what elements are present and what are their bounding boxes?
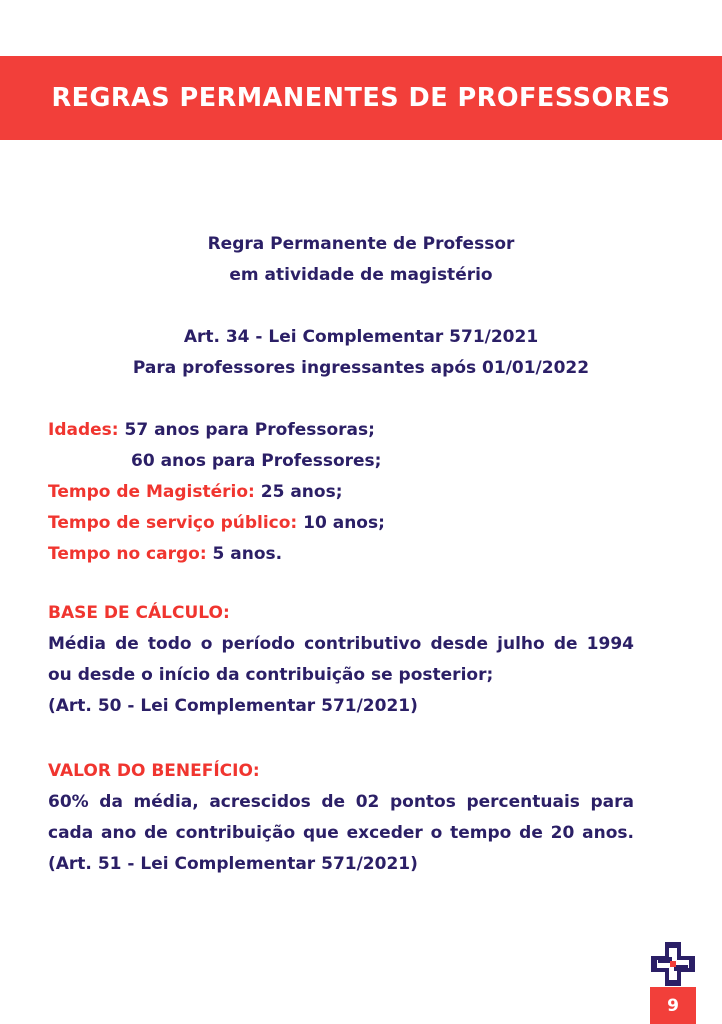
valor-beneficio-text: 60% da média, acrescidos de 02 pontos percentuais para cada ano de contribuição que exceder o tempo de 20 anos. (Art. 51 - Lei Complementar 571/2021): [48, 792, 634, 874]
rule-article: Art. 34 - Lei Complementar 571/2021: [183, 327, 539, 347]
requirement-magisterio: [48, 477, 634, 508]
base-calculo-text: Média de todo o período contributivo desde julho de 1994 ou desde o início da contribuição se posterior;: [48, 634, 634, 685]
page-number: 9: [667, 995, 679, 1016]
requirements-list: [48, 415, 634, 570]
idades-value-1: 57 anos para Professoras;: [118, 420, 375, 440]
rule-reference: [0, 322, 722, 384]
valor-beneficio-section: [48, 756, 634, 880]
base-calculo-heading: BASE DE CÁLCULO:: [48, 603, 230, 623]
servico-value: 10 anos;: [297, 513, 385, 533]
requirement-idades: [48, 415, 634, 446]
cargo-value: 5 anos.: [206, 544, 283, 564]
requirement-cargo: [48, 539, 634, 570]
page-number-box: [650, 987, 696, 1024]
title-banner: [0, 56, 722, 140]
base-calculo-section: [48, 598, 634, 722]
cargo-label: Tempo no cargo:: [48, 544, 207, 564]
requirement-servico: [48, 508, 634, 539]
magisterio-value: 25 anos;: [254, 482, 343, 502]
page-title: REGRAS PERMANENTES DE PROFESSORES: [51, 83, 671, 113]
cross-logo-icon: [650, 941, 696, 987]
rule-applicability: Para professores ingressantes após 01/01/2022: [132, 358, 590, 378]
idades-label: Idades:: [48, 420, 119, 440]
servico-label: Tempo de serviço público:: [48, 513, 298, 533]
magisterio-label: Tempo de Magistério:: [48, 482, 255, 502]
base-calculo-ref: (Art. 50 - Lei Complementar 571/2021): [48, 696, 418, 716]
requirement-idades-2: [48, 446, 634, 477]
idades-value-2: 60 anos para Professores;: [131, 451, 382, 471]
valor-beneficio-heading: VALOR DO BENEFÍCIO:: [48, 761, 260, 781]
rule-title: [0, 229, 722, 291]
rule-title-line-2: em atividade de magistério: [229, 265, 493, 285]
rule-title-line-1: Regra Permanente de Professor: [207, 234, 515, 254]
